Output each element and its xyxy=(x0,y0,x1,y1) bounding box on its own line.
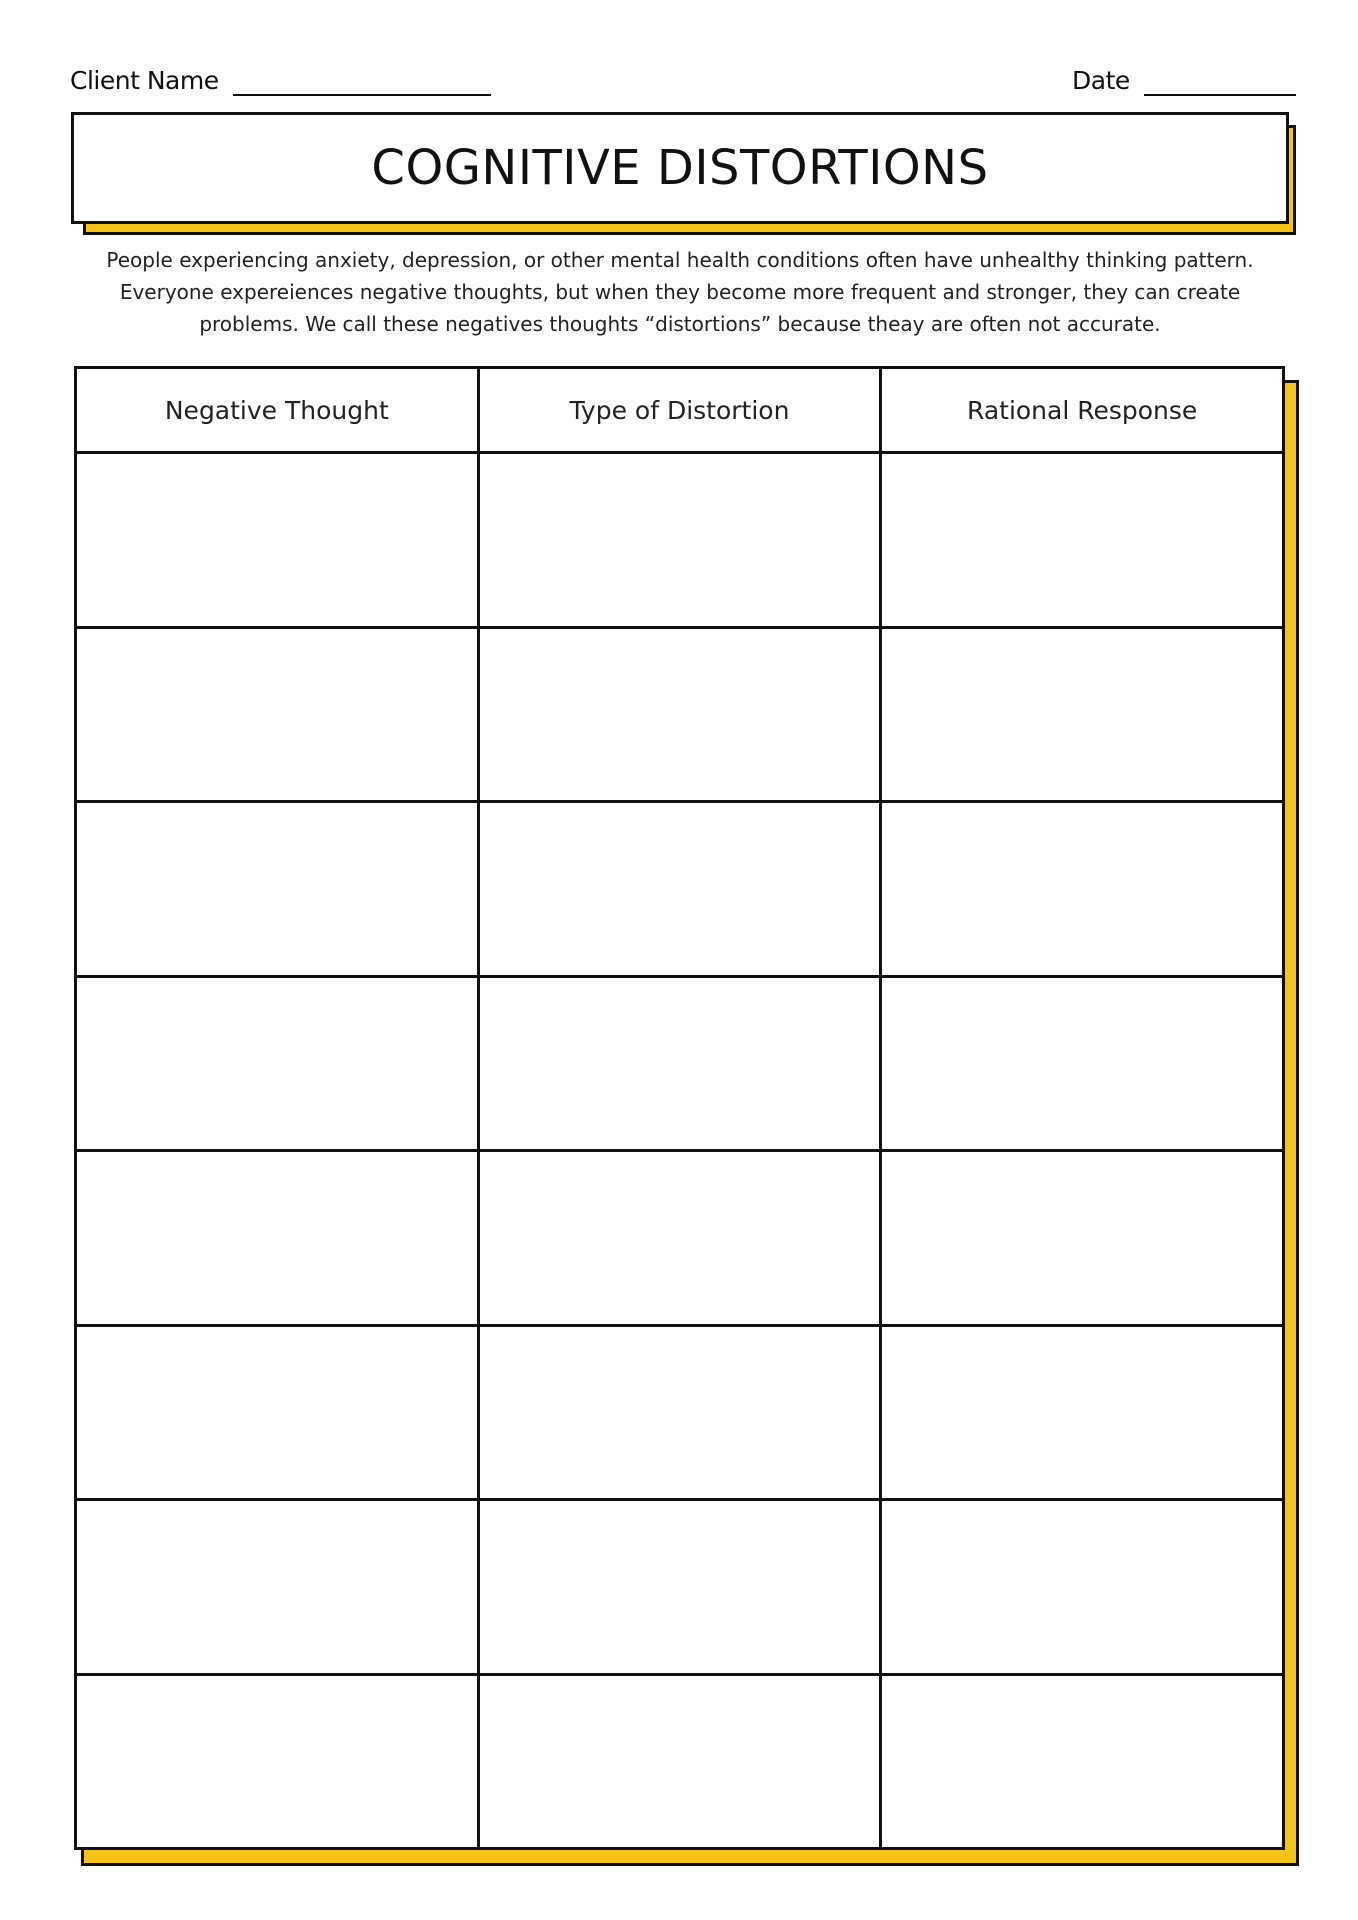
table-row xyxy=(76,802,1284,977)
negative-thought-cell[interactable] xyxy=(76,1674,479,1849)
negative-thought-cell[interactable] xyxy=(76,453,479,628)
rational-response-cell[interactable] xyxy=(881,453,1284,628)
type-of-distortion-cell[interactable] xyxy=(478,1500,881,1675)
table-row xyxy=(76,1500,1284,1675)
worksheet-table xyxy=(74,366,1285,1850)
rational-response-cell[interactable] xyxy=(881,802,1284,977)
client-name-label: Client Name xyxy=(70,66,219,95)
type-of-distortion-cell[interactable] xyxy=(478,1674,881,1849)
client-name-input-line[interactable] xyxy=(233,72,491,96)
rational-response-cell[interactable] xyxy=(881,1325,1284,1500)
table-row xyxy=(76,627,1284,802)
intro-paragraph: People experiencing anxiety, depression, or other mental health conditions often have unhealthy thinking pattern. Everyone expereiences negative thoughts, but when they become more frequent and stronger, they can create problems. We call these negatives thoughts “distortions” because theay are often not accurate. xyxy=(106,248,1254,336)
table-row xyxy=(76,1325,1284,1500)
client-name-field xyxy=(70,66,491,96)
rational-response-cell[interactable] xyxy=(881,1500,1284,1675)
negative-thought-cell[interactable] xyxy=(76,802,479,977)
column-header-rational-response: Rational Response xyxy=(881,368,1284,453)
date-label: Date xyxy=(1072,66,1130,95)
negative-thought-cell[interactable] xyxy=(76,976,479,1151)
date-field xyxy=(1072,66,1296,96)
date-input-line[interactable] xyxy=(1144,72,1296,96)
rational-response-cell[interactable] xyxy=(881,1674,1284,1849)
table-row xyxy=(76,1151,1284,1326)
type-of-distortion-cell[interactable] xyxy=(478,976,881,1151)
column-header-type-of-distortion: Type of Distortion xyxy=(478,368,881,453)
type-of-distortion-cell[interactable] xyxy=(478,1151,881,1326)
table-row xyxy=(76,1674,1284,1849)
rational-response-cell[interactable] xyxy=(881,976,1284,1151)
negative-thought-cell[interactable] xyxy=(76,627,479,802)
type-of-distortion-cell[interactable] xyxy=(478,1325,881,1500)
negative-thought-cell[interactable] xyxy=(76,1151,479,1326)
negative-thought-cell[interactable] xyxy=(76,1500,479,1675)
page-title: COGNITIVE DISTORTIONS xyxy=(371,140,989,196)
column-header-negative-thought: Negative Thought xyxy=(76,368,479,453)
type-of-distortion-cell[interactable] xyxy=(478,453,881,628)
table-row xyxy=(76,976,1284,1151)
type-of-distortion-cell[interactable] xyxy=(478,802,881,977)
type-of-distortion-cell[interactable] xyxy=(478,627,881,802)
table-header-row xyxy=(76,368,1284,453)
title-box xyxy=(71,112,1289,224)
negative-thought-cell[interactable] xyxy=(76,1325,479,1500)
rational-response-cell[interactable] xyxy=(881,1151,1284,1326)
rational-response-cell[interactable] xyxy=(881,627,1284,802)
table-row xyxy=(76,453,1284,628)
